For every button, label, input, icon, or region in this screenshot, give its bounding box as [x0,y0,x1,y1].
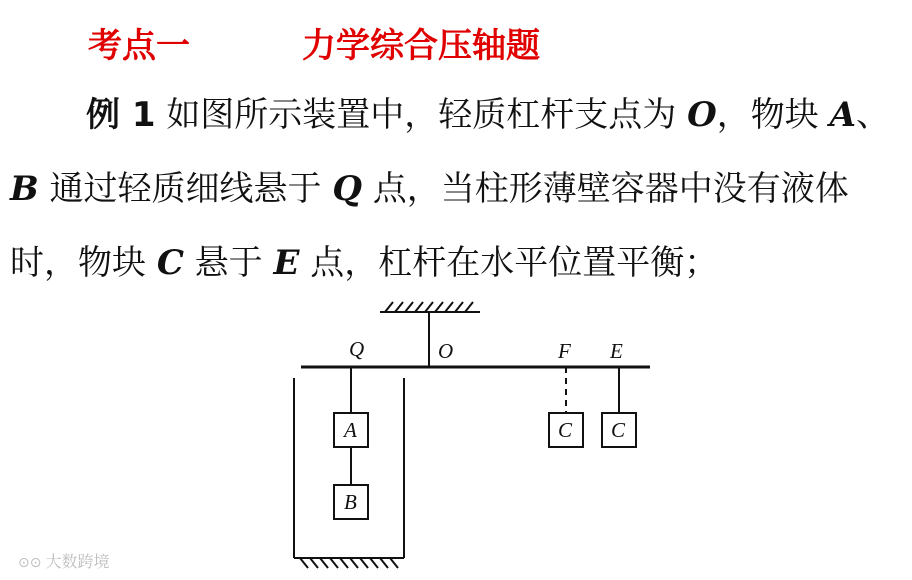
text-part: 点，杠杆在水平位置平衡； [299,243,719,283]
ceiling-support [380,302,480,312]
point-q-symbol: Q [332,169,362,209]
floor-support [300,558,398,568]
block-b-symbol: B [10,169,39,209]
container [294,378,404,558]
label-q: Q [349,337,365,361]
label-e: E [610,339,623,363]
label-a: A [344,418,357,442]
lever-diagram [0,290,912,580]
text-part: 如图所示装置中，轻质杠杆支点为 [166,95,688,135]
problem-text [10,78,906,300]
label-o: O [438,339,454,363]
watermark-text: 大数跨境 [45,552,110,571]
block-a-symbol: A [829,95,856,135]
watermark [18,549,109,572]
section-number: 考点一 [88,26,190,66]
section-topic: 力学综合压轴题 [302,26,540,66]
pivot-symbol: O [687,95,717,135]
example-label: 例 1 [86,95,156,135]
label-b: B [344,490,357,514]
text-part: 悬于 [183,243,274,283]
logo-icon: ⊙⊙ [18,555,42,571]
text-part: 点，当柱形薄壁容器中没有液体时，物块 [10,169,849,283]
label-f: F [558,339,571,363]
text-part: 通过轻质细线悬于 [38,169,333,209]
point-e-symbol: E [273,243,300,283]
text-part: ，物块 [716,95,830,135]
section-heading [0,18,912,66]
text-part: 、 [855,95,890,135]
block-c-symbol: C [156,243,184,283]
label-c2: C [611,418,626,442]
label-c1: C [558,418,573,442]
